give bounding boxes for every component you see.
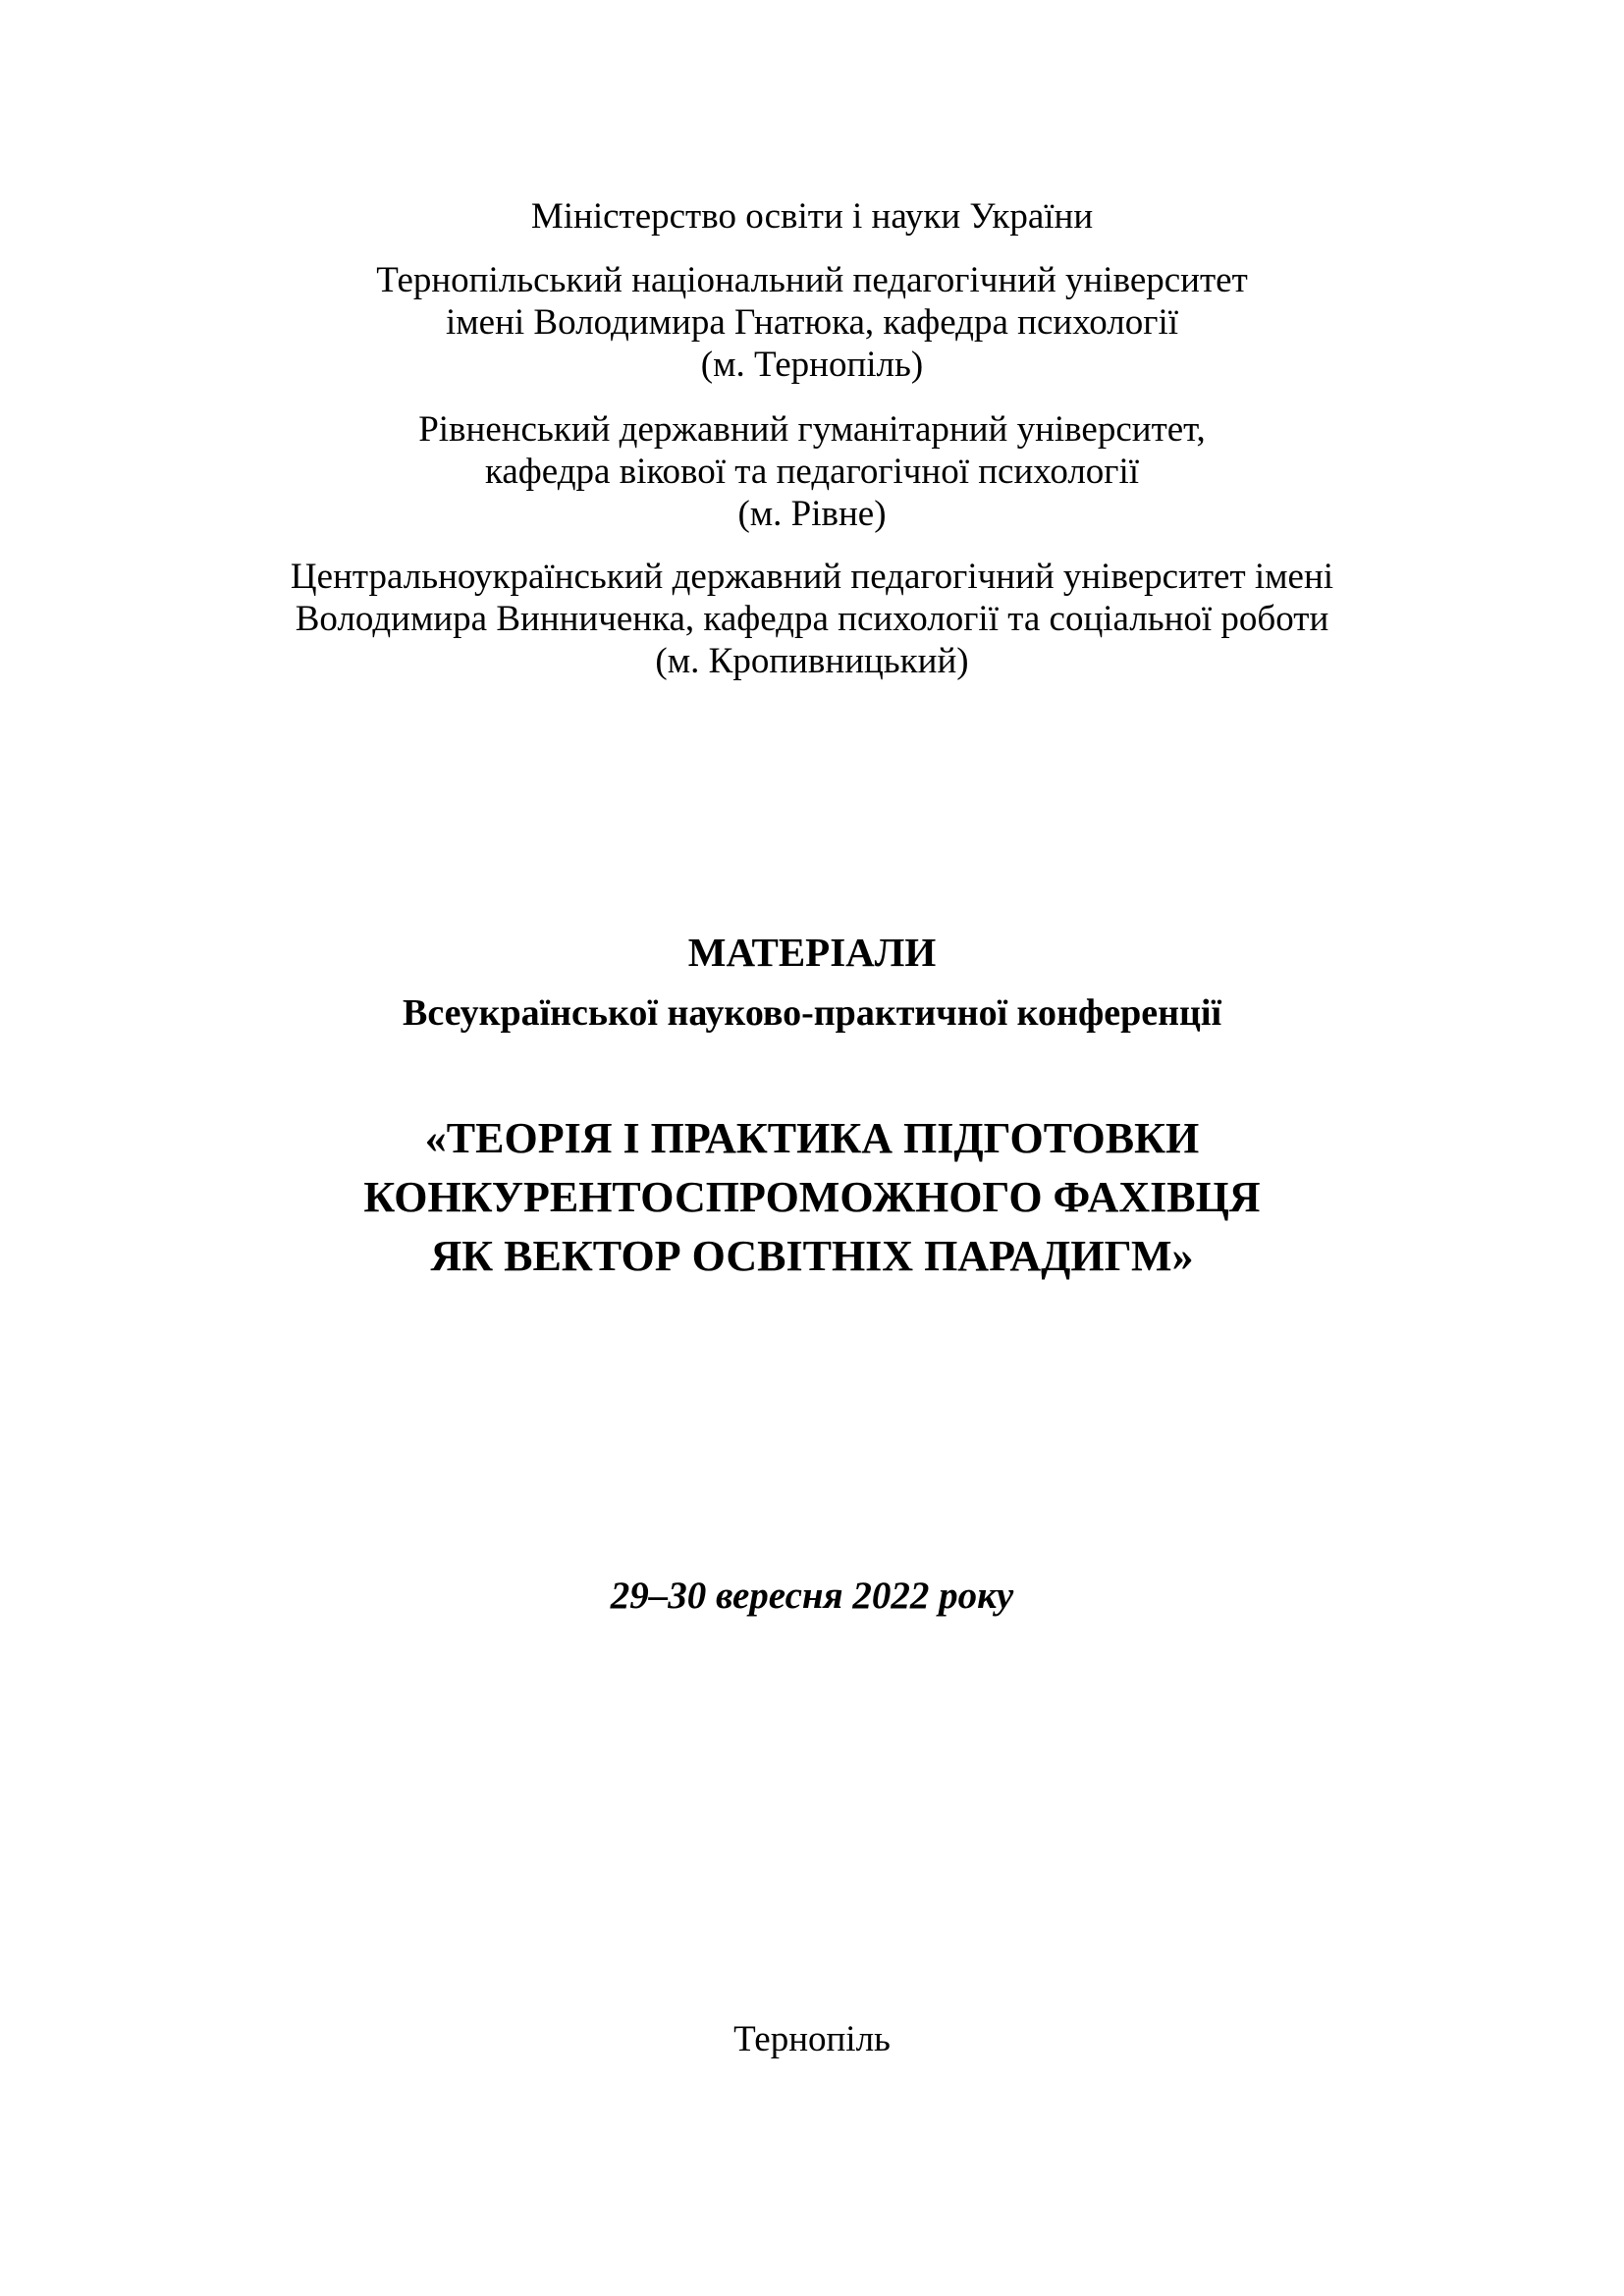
date-text: 29–30 вересня 2022 року [610,1575,1014,1617]
conference-title-line: КОНКУРЕНТОСПРОМОЖНОГО ФАХІВЦЯ [363,1173,1261,1221]
materials-label: МАТЕРІАЛИ [687,930,937,975]
organization-rdgu [0,408,1624,535]
organization-line: Рівненський державний гуманітарний університет, [418,409,1206,450]
ministry-name: Міністерство освіти і науки України [530,196,1094,237]
organization-tnpu [0,259,1624,386]
conference-date [0,1574,1624,1619]
organization-line: Тернопільський національний педагогічний університет [376,260,1248,300]
organization-line: Центральноукраїнський державний педагогічний університет імені [290,557,1334,597]
publication-place [0,2018,1624,2060]
conference-subheading [0,988,1624,1038]
organization-line: імені Володимира Гнатюка, кафедра психології [445,302,1179,343]
organization-city: (м. Рівне) [737,494,887,534]
conference-title [0,1109,1624,1286]
city-name: Тернопіль [733,2019,891,2059]
materials-heading [0,928,1624,977]
organization-city: (м. Кропивницький) [655,641,969,681]
conference-title-line: ЯК ВЕКТОР ОСВІТНІХ ПАРАДИГМ» [430,1232,1194,1280]
organization-cdpu [0,556,1624,682]
conference-label: Всеукраїнської науково-практичної конференції [402,992,1222,1034]
organization-line: кафедра вікової та педагогічної психології [484,452,1140,492]
organization-line: Володимира Винниченка, кафедра психології та соціальної роботи [295,599,1329,639]
organization-city: (м. Тернопіль) [700,345,924,385]
conference-title-line: «ТЕОРІЯ І ПРАКТИКА ПІДГОТОВКИ [424,1114,1200,1162]
ministry-heading [0,195,1624,238]
